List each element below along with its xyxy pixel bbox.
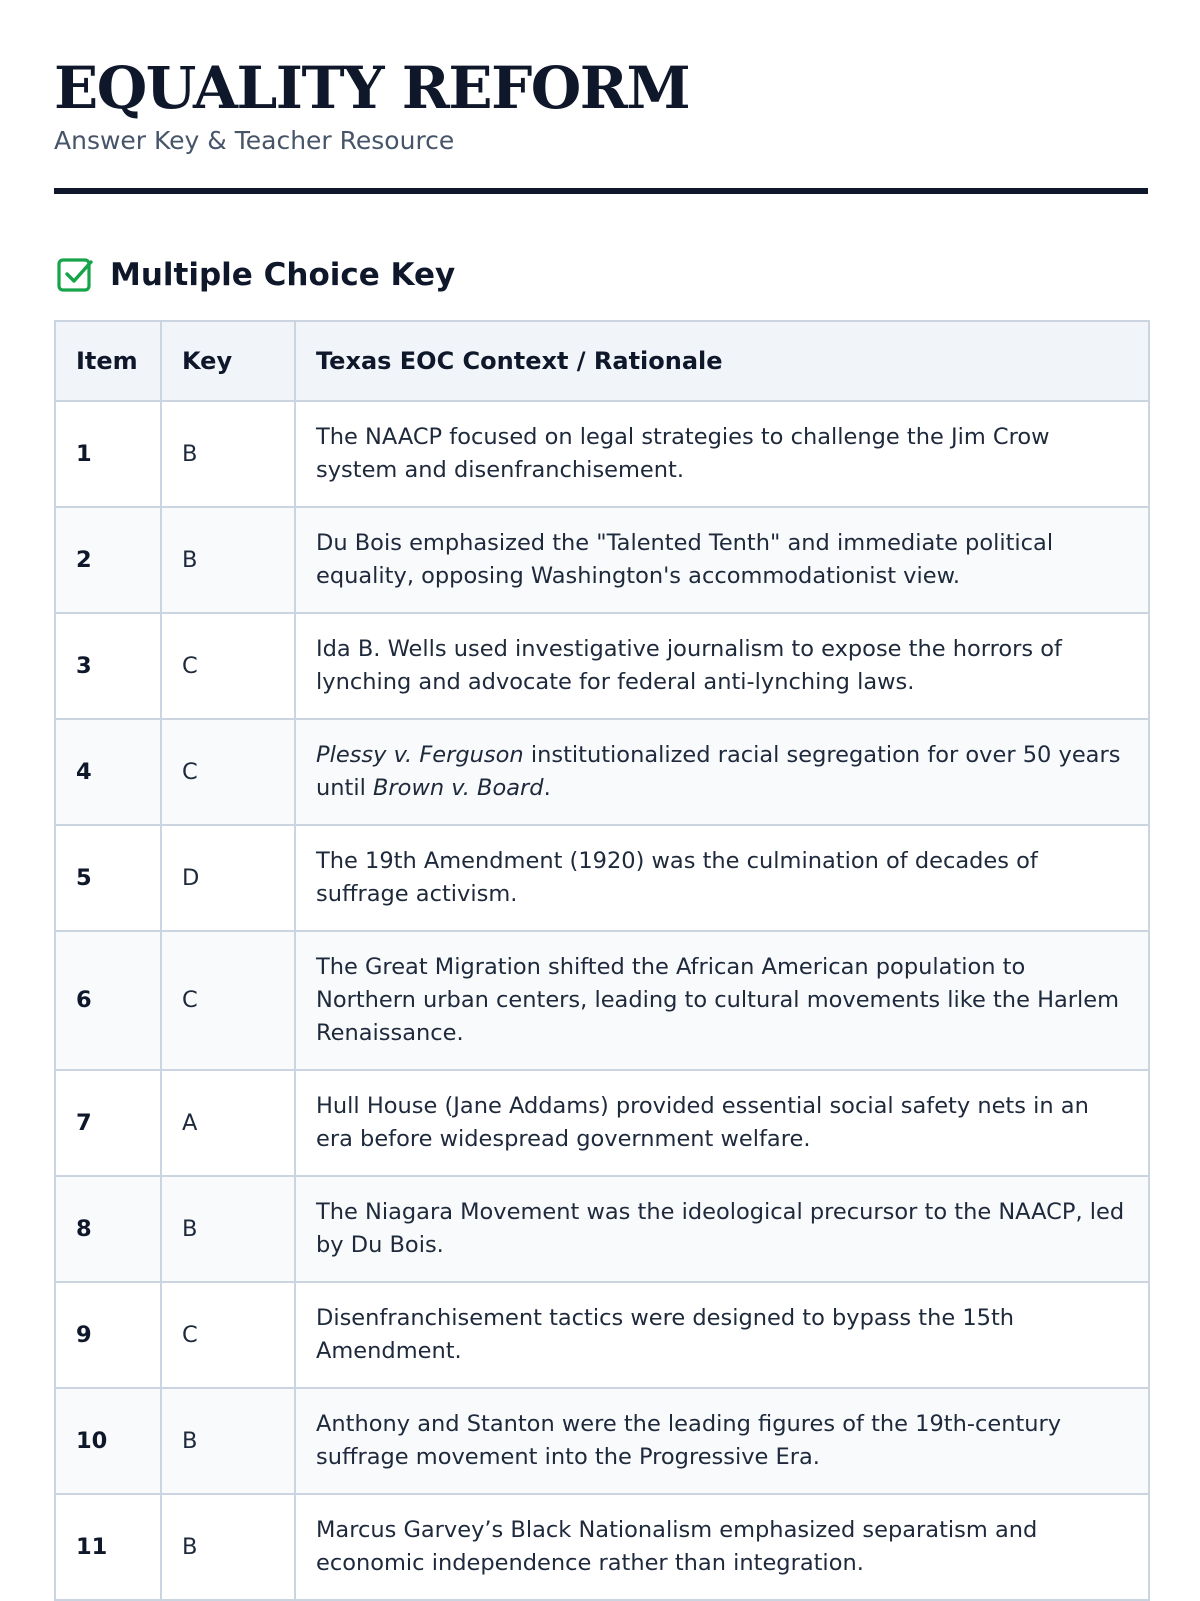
item-number-cell: 8 <box>55 1176 161 1282</box>
rationale-cell <box>295 613 1149 719</box>
rationale-cell <box>295 507 1149 613</box>
case-name-text: Brown v. Board <box>373 775 544 801</box>
checkbox-check-icon <box>56 256 94 294</box>
answer-key-table-wrapper <box>54 320 1148 1601</box>
rationale-text: Marcus Garvey’s Black Nationalism emphasized separatism and economic independence rather than integration. <box>316 1517 1038 1576</box>
table-row <box>55 507 1149 613</box>
page-subtitle: Answer Key & Teacher Resource <box>54 126 455 155</box>
column-header-key: Key <box>161 321 295 401</box>
table-row <box>55 401 1149 507</box>
answer-key-cell: C <box>161 719 295 825</box>
column-header-item: Item <box>55 321 161 401</box>
answer-key-cell: B <box>161 1494 295 1600</box>
rationale-text: Anthony and Stanton were the leading figures of the 19th-century suffrage movement into the Progressive Era. <box>316 1411 1062 1470</box>
table-row <box>55 1388 1149 1494</box>
table-row <box>55 613 1149 719</box>
item-number-cell: 3 <box>55 613 161 719</box>
answer-key-cell: A <box>161 1070 295 1176</box>
rationale-cell <box>295 1388 1149 1494</box>
rationale-cell <box>295 931 1149 1070</box>
item-number-cell: 6 <box>55 931 161 1070</box>
answer-key-cell: C <box>161 931 295 1070</box>
answer-key-cell: B <box>161 401 295 507</box>
item-number-cell: 2 <box>55 507 161 613</box>
table-row <box>55 1494 1149 1600</box>
item-number-cell: 11 <box>55 1494 161 1600</box>
item-number-cell: 5 <box>55 825 161 931</box>
table-header-row <box>55 321 1149 401</box>
header-divider <box>54 188 1148 194</box>
answer-key-table <box>54 320 1150 1601</box>
table-row <box>55 1282 1149 1388</box>
table-row <box>55 1070 1149 1176</box>
rationale-text: Disenfranchisement tactics were designed to bypass the 15th Amendment. <box>316 1305 1015 1364</box>
answer-key-cell: B <box>161 507 295 613</box>
answer-key-cell: B <box>161 1176 295 1282</box>
item-number-cell: 1 <box>55 401 161 507</box>
document-page <box>54 52 1148 1576</box>
item-number-cell: 10 <box>55 1388 161 1494</box>
table-row <box>55 931 1149 1070</box>
rationale-cell <box>295 1494 1149 1600</box>
rationale-text: institutionalized racial segregation for over 50 years until <box>316 742 1121 801</box>
rationale-text: Du Bois emphasized the "Talented Tenth" and immediate political equality, opposing Washington's accommodationist view. <box>316 530 1054 589</box>
rationale-text: . <box>543 775 551 801</box>
section-header <box>54 250 455 300</box>
table-row <box>55 719 1149 825</box>
table-row <box>55 1176 1149 1282</box>
column-header-context: Texas EOC Context / Rationale <box>295 321 1149 401</box>
item-number-cell: 9 <box>55 1282 161 1388</box>
rationale-text: The 19th Amendment (1920) was the culmination of decades of suffrage activism. <box>316 848 1038 907</box>
answer-key-cell: D <box>161 825 295 931</box>
rationale-cell <box>295 1176 1149 1282</box>
section-title: Multiple Choice Key <box>110 257 456 293</box>
item-number-cell: 7 <box>55 1070 161 1176</box>
rationale-cell <box>295 1282 1149 1388</box>
rationale-text: The Niagara Movement was the ideological precursor to the NAACP, led by Du Bois. <box>316 1199 1125 1258</box>
page-title: EQUALITY REFORM <box>54 54 690 122</box>
rationale-cell <box>295 401 1149 507</box>
rationale-text: Ida B. Wells used investigative journalism to expose the horrors of lynching and advocate for federal anti-lynching laws. <box>316 636 1062 695</box>
answer-key-cell: C <box>161 613 295 719</box>
case-name-text: Plessy v. Ferguson <box>316 742 524 768</box>
table-row <box>55 825 1149 931</box>
rationale-cell <box>295 825 1149 931</box>
table-body <box>55 401 1149 1600</box>
answer-key-cell: C <box>161 1282 295 1388</box>
rationale-text: The Great Migration shifted the African American population to Northern urban centers, leading to cultural movements like the Harlem Renaissance. <box>316 954 1120 1046</box>
rationale-cell <box>295 719 1149 825</box>
rationale-text: The NAACP focused on legal strategies to challenge the Jim Crow system and disenfranchisement. <box>316 424 1050 483</box>
rationale-text: Hull House (Jane Addams) provided essential social safety nets in an era before widespread government welfare. <box>316 1093 1089 1152</box>
item-number-cell: 4 <box>55 719 161 825</box>
answer-key-cell: B <box>161 1388 295 1494</box>
rationale-cell <box>295 1070 1149 1176</box>
